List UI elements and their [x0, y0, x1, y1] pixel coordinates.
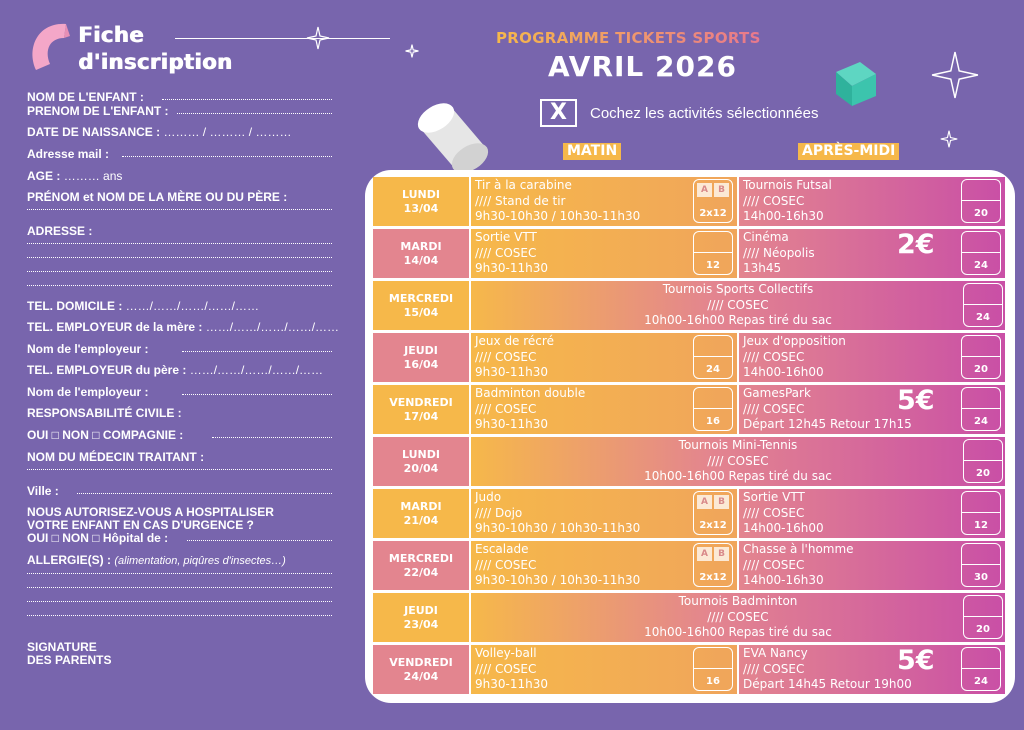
activity-checkbox[interactable]	[693, 543, 733, 587]
session-b[interactable]: B	[714, 547, 729, 561]
field-nom-employeur-1: Nom de l'employeur :	[27, 342, 149, 356]
day-name: MERCREDI	[388, 551, 454, 565]
box-divider	[964, 460, 1002, 461]
sparkle-icon	[405, 44, 419, 58]
form-title	[78, 22, 232, 76]
field-hopital: OUI □ NON □ Hôpital de :	[27, 531, 169, 545]
activity-line: Tournois Mini-Tennis	[678, 438, 798, 452]
input-hopital[interactable]	[187, 539, 332, 541]
form-title-line1: Fiche	[78, 23, 144, 47]
input-nom-employeur-1[interactable]	[182, 350, 332, 352]
activity-line: Badminton double	[475, 386, 586, 400]
places-count: 24	[974, 415, 988, 427]
morning-activity	[471, 333, 737, 382]
full-day-activity	[471, 593, 1005, 642]
input-compagnie[interactable]	[212, 436, 332, 438]
input-nom-employeur-2[interactable]	[182, 393, 332, 395]
places-count: 20	[976, 467, 990, 479]
activity-checkbox[interactable]	[693, 647, 733, 691]
field-nom-employeur-2: Nom de l'employeur :	[27, 385, 149, 399]
input-adresse-mail[interactable]	[122, 155, 332, 157]
activity-line: Tournois Futsal	[743, 178, 832, 192]
activity-line: 14h00-16h30	[743, 573, 824, 587]
day-name: LUNDI	[402, 447, 440, 461]
activity-checkbox[interactable]	[961, 231, 1001, 275]
full-day-activity	[471, 437, 1005, 486]
input-allergies-4[interactable]	[27, 614, 332, 616]
session-ab-labels	[697, 495, 729, 509]
sparkle-icon	[940, 130, 958, 148]
box-divider	[962, 408, 1000, 409]
field-hospitaliser-1: NOUS AUTORISEZ-VOUS A HOSPITALISER	[27, 505, 274, 519]
schedule-row	[373, 593, 1005, 642]
green-cube-decoration	[830, 58, 880, 108]
day-name: VENDREDI	[389, 395, 453, 409]
activity-checkbox[interactable]	[961, 647, 1001, 691]
day-name: JEUDI	[404, 343, 438, 357]
day-cell	[373, 333, 469, 382]
afternoon-activity	[739, 541, 1005, 590]
activity-line: //// COSEC	[475, 349, 537, 364]
box-divider	[962, 356, 1000, 357]
activity-line: 10h00-16h00 Repas tiré du sac	[644, 469, 832, 483]
activity-line: Jeux d'opposition	[743, 334, 846, 348]
sparkle-icon	[930, 50, 980, 100]
schedule-row	[373, 333, 1005, 382]
activity-line: //// COSEC	[475, 557, 537, 572]
day-cell	[373, 489, 469, 538]
pink-arc-decoration	[18, 18, 78, 88]
field-tel-domicile: TEL. DOMICILE : ……/……/……/……/……	[27, 299, 260, 313]
price-badge: 5€	[897, 385, 935, 416]
activity-line: //// Stand de tir	[475, 193, 566, 208]
activity-line: //// COSEC	[743, 661, 805, 676]
field-parent-name: PRÉNOM et NOM DE LA MÈRE OU DU PÈRE :	[27, 190, 288, 204]
places-count: 16	[706, 415, 720, 427]
activity-checkbox[interactable]	[961, 179, 1001, 223]
activity-line: Chasse à l'homme	[743, 542, 854, 556]
activity-line: //// Dojo	[475, 505, 523, 520]
morning-activity	[471, 177, 737, 226]
box-divider	[694, 408, 732, 409]
activity-line: Escalade	[475, 542, 529, 556]
schedule-row	[373, 229, 1005, 278]
morning-activity	[471, 229, 737, 278]
day-cell	[373, 593, 469, 642]
column-header-morning: MATIN	[563, 143, 621, 160]
field-allergies: ALLERGIE(S) : (alimentation, piqûres d'insectes…)	[27, 553, 286, 567]
session-a[interactable]: A	[697, 547, 712, 561]
input-allergies-3[interactable]	[27, 600, 332, 602]
checkbox-legend-text: Cochez les activités sélectionnées	[590, 105, 819, 122]
activity-line: Volley-ball	[475, 646, 537, 660]
activity-line: //// COSEC	[475, 245, 537, 260]
places-count: 20	[974, 207, 988, 219]
activity-line: Cinéma	[743, 230, 789, 244]
session-ab-labels	[697, 183, 729, 197]
box-divider	[962, 200, 1000, 201]
day-date: 21/04	[403, 513, 439, 527]
day-cell	[373, 281, 469, 330]
activity-line: GamesPark	[743, 386, 811, 400]
box-divider	[962, 252, 1000, 253]
places-count: 2x12	[699, 519, 727, 531]
day-date: 23/04	[403, 617, 439, 631]
day-name: VENDREDI	[389, 655, 453, 669]
schedule-row	[373, 177, 1005, 226]
field-tel-employeur-pere: TEL. EMPLOYEUR du père : ……/……/……/……/……	[27, 363, 324, 377]
day-cell	[373, 385, 469, 434]
activity-line: 9h30-11h30	[475, 417, 548, 431]
schedule-row	[373, 281, 1005, 330]
input-allergies-2[interactable]	[27, 586, 332, 588]
activity-line: Tournois Sports Collectifs	[662, 282, 814, 296]
programme-subtitle: PROGRAMME TICKETS SPORTS	[496, 29, 866, 47]
day-name: MARDI	[400, 239, 442, 253]
input-adresse-1[interactable]	[27, 242, 332, 244]
column-header-afternoon: APRÈS-MIDI	[798, 143, 899, 160]
places-count: 24	[974, 675, 988, 687]
field-ville: Ville :	[27, 484, 59, 498]
afternoon-activity	[739, 333, 1005, 382]
session-ab-labels	[697, 547, 729, 561]
activity-line: //// COSEC	[743, 557, 805, 572]
activity-line: 9h30-10h30 / 10h30-11h30	[475, 209, 641, 223]
activity-checkbox[interactable]	[961, 387, 1001, 431]
field-adresse-mail: Adresse mail :	[27, 147, 110, 161]
full-day-activity	[471, 281, 1005, 330]
box-divider	[962, 668, 1000, 669]
activity-line: //// COSEC	[707, 453, 769, 468]
day-name: JEUDI	[404, 603, 438, 617]
activity-checkbox[interactable]	[693, 387, 733, 431]
activity-checkbox[interactable]	[693, 491, 733, 535]
field-signature-2: DES PARENTS	[27, 653, 112, 667]
activity-line: //// COSEC	[743, 505, 805, 520]
places-count: 2x12	[699, 571, 727, 583]
activity-line: Sortie VTT	[475, 230, 537, 244]
morning-activity	[471, 385, 737, 434]
activity-line: Tir à la carabine	[475, 178, 572, 192]
activity-line: //// COSEC	[707, 609, 769, 624]
schedule-row	[373, 645, 1005, 694]
schedule-row	[373, 437, 1005, 486]
places-count: 24	[974, 259, 988, 271]
activity-line: //// COSEC	[707, 297, 769, 312]
activity-line: 13h45	[743, 261, 782, 275]
activity-line: //// COSEC	[475, 401, 537, 416]
form-title-line2: d'inscription	[78, 50, 233, 74]
input-adresse-4[interactable]	[27, 284, 332, 286]
day-cell	[373, 437, 469, 486]
field-nom-enfant: NOM DE L'ENFANT :	[27, 90, 144, 104]
activity-line: Départ 14h45 Retour 19h00	[743, 677, 912, 691]
afternoon-activity	[739, 177, 1005, 226]
afternoon-activity	[739, 385, 1005, 434]
places-count: 12	[706, 259, 720, 271]
activity-checkbox[interactable]	[961, 543, 1001, 587]
field-tel-employeur-mere: TEL. EMPLOYEUR de la mère : ……/……/……/……/……	[27, 320, 340, 334]
places-count: 24	[976, 311, 990, 323]
schedule-row	[373, 489, 1005, 538]
activity-line: Jeux de récré	[475, 334, 554, 348]
field-hospitaliser-2: VOTRE ENFANT EN CAS D'URGENCE ?	[27, 518, 254, 532]
box-divider	[964, 304, 1002, 305]
morning-activity	[471, 645, 737, 694]
box-divider	[962, 512, 1000, 513]
afternoon-activity	[739, 645, 1005, 694]
activity-checkbox[interactable]	[961, 335, 1001, 379]
box-divider	[694, 252, 732, 253]
activity-line: //// COSEC	[743, 193, 805, 208]
input-ville[interactable]	[77, 492, 332, 494]
input-prenom-enfant[interactable]	[177, 112, 332, 114]
activity-line: 9h30-11h30	[475, 365, 548, 379]
day-date: 17/04	[403, 409, 439, 423]
places-count: 30	[974, 571, 988, 583]
activity-line: 14h00-16h30	[743, 209, 824, 223]
activity-checkbox[interactable]	[963, 283, 1003, 327]
afternoon-activity	[739, 489, 1005, 538]
price-badge: 5€	[897, 645, 935, 676]
activity-line: 9h30-11h30	[475, 677, 548, 691]
day-name: MARDI	[400, 499, 442, 513]
box-divider	[964, 616, 1002, 617]
activity-line: //// COSEC	[743, 401, 805, 416]
field-age: AGE : ……… ans	[27, 169, 123, 183]
activity-line: 14h00-16h00	[743, 521, 824, 535]
field-medecin: NOM DU MÉDECIN TRAITANT :	[27, 450, 205, 464]
morning-activity	[471, 489, 737, 538]
schedule-row	[373, 385, 1005, 434]
day-date: 24/04	[403, 669, 439, 683]
day-cell	[373, 645, 469, 694]
input-adresse-2[interactable]	[27, 256, 332, 258]
box-divider	[694, 356, 732, 357]
activity-checkbox[interactable]	[961, 491, 1001, 535]
day-date: 15/04	[403, 305, 439, 319]
box-divider	[694, 668, 732, 669]
field-signature-1: SIGNATURE	[27, 640, 97, 654]
activity-line: 14h00-16h00	[743, 365, 824, 379]
day-date: 16/04	[403, 357, 439, 371]
activity-line: //// Néopolis	[743, 245, 815, 260]
places-count: 24	[706, 363, 720, 375]
field-responsabilite: RESPONSABILITÉ CIVILE :	[27, 406, 182, 420]
day-name: MERCREDI	[388, 291, 454, 305]
activity-line: Départ 12h45 Retour 17h15	[743, 417, 912, 431]
day-date: 13/04	[403, 201, 439, 215]
field-prenom-enfant: PRENOM DE L'ENFANT :	[27, 104, 169, 118]
white-cylinder-decoration	[412, 98, 494, 180]
day-cell	[373, 177, 469, 226]
places-count: 16	[706, 675, 720, 687]
day-date: 22/04	[403, 565, 439, 579]
session-a[interactable]: A	[697, 183, 712, 197]
activity-line: 9h30-10h30 / 10h30-11h30	[475, 521, 641, 535]
input-nom-enfant[interactable]	[162, 98, 332, 100]
activity-line: //// COSEC	[743, 349, 805, 364]
activity-checkbox[interactable]	[693, 335, 733, 379]
price-badge: 2€	[897, 229, 935, 260]
day-name: LUNDI	[402, 187, 440, 201]
session-a[interactable]: A	[697, 495, 712, 509]
checkbox-legend-icon: X	[540, 99, 577, 127]
places-count: 2x12	[699, 207, 727, 219]
day-date: 14/04	[403, 253, 439, 267]
activity-checkbox[interactable]	[963, 595, 1003, 639]
input-adresse-3[interactable]	[27, 270, 332, 272]
activity-checkbox[interactable]	[693, 179, 733, 223]
activity-line: //// COSEC	[475, 661, 537, 676]
day-date: 20/04	[403, 461, 439, 475]
activity-line: 10h00-16h00 Repas tiré du sac	[644, 625, 832, 639]
activity-line: Judo	[475, 490, 502, 504]
input-parent-name[interactable]	[27, 208, 332, 210]
session-b[interactable]: B	[714, 495, 729, 509]
places-count: 12	[974, 519, 988, 531]
input-medecin[interactable]	[27, 468, 332, 470]
day-cell	[373, 541, 469, 590]
activity-line: EVA Nancy	[743, 646, 808, 660]
activity-line: 10h00-16h00 Repas tiré du sac	[644, 313, 832, 327]
activity-line: 9h30-10h30 / 10h30-11h30	[475, 573, 641, 587]
field-adresse: ADRESSE :	[27, 224, 93, 238]
day-cell	[373, 229, 469, 278]
morning-activity	[471, 541, 737, 590]
activity-checkbox[interactable]	[963, 439, 1003, 483]
title-rule	[175, 38, 390, 39]
field-compagnie: OUI □ NON □ COMPAGNIE :	[27, 428, 184, 442]
field-date-naissance: DATE DE NAISSANCE : ……… / ……… / ………	[27, 125, 292, 139]
activity-line: Sortie VTT	[743, 490, 805, 504]
input-allergies-1[interactable]	[27, 572, 332, 574]
session-b[interactable]: B	[714, 183, 729, 197]
places-count: 20	[976, 623, 990, 635]
activity-checkbox[interactable]	[693, 231, 733, 275]
box-divider	[962, 564, 1000, 565]
afternoon-activity	[739, 229, 1005, 278]
activity-line: Tournois Badminton	[678, 594, 798, 608]
programme-title: AVRIL 2026	[548, 50, 737, 83]
schedule-row	[373, 541, 1005, 590]
places-count: 20	[974, 363, 988, 375]
activity-line: 9h30-11h30	[475, 261, 548, 275]
